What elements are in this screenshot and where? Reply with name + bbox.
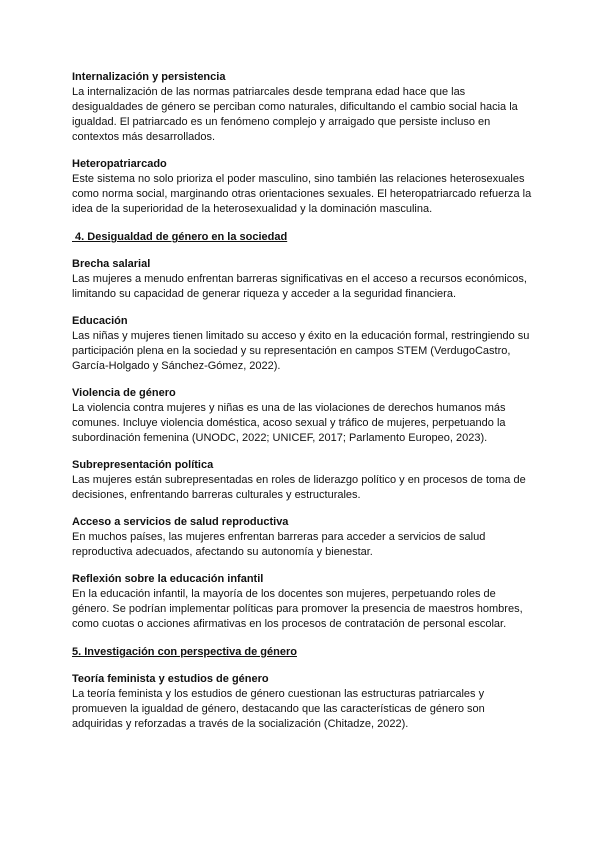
subsection-paragraph: En muchos países, las mujeres enfrentan barreras para acceder a servicios de salud reproductiva adecuados, afectando su autonomía y bienestar. bbox=[72, 531, 486, 558]
subsection-salud-reproductiva bbox=[72, 515, 532, 560]
subsection-heading: Brecha salarial bbox=[72, 258, 151, 270]
subsection-subrepresentacion bbox=[72, 458, 532, 503]
subsection-paragraph: En la educación infantil, la mayoría de los docentes son mujeres, perpetuando roles de género. Se podrían implementar políticas para promover la presencia de maestros hombres, como cuotas o acciones afirmativas en los procesos de contratación de personal escolar. bbox=[72, 588, 523, 630]
subsection-heading: Teoría feminista y estudios de género bbox=[72, 673, 269, 685]
section-5 bbox=[72, 645, 532, 660]
subsection-heading: Acceso a servicios de salud reproductiva bbox=[72, 516, 289, 528]
subsection-internalizacion bbox=[72, 70, 532, 145]
subsection-paragraph: Las mujeres están subrepresentadas en roles de liderazgo político y en procesos de toma de decisiones, enfrentando barreras culturales y estructurales. bbox=[72, 474, 526, 501]
subsection-paragraph: Las niñas y mujeres tienen limitado su acceso y éxito en la educación formal, restringiendo su participación plena en la sociedad y su representación en campos STEM (VerdugoCastro, García-Holgado y Sánchez-Gómez, 2022). bbox=[72, 330, 530, 372]
subsection-paragraph: La internalización de las normas patriarcales desde temprana edad hace que las desigualdades de género se perciban como naturales, dificultando el cambio social hacia la igualdad. El patriarcado es un fenómeno complejo y arraigado que persiste incluso en contextos más desarrollados. bbox=[72, 86, 518, 143]
subsection-heading: Violencia de género bbox=[72, 387, 176, 399]
subsection-paragraph: La violencia contra mujeres y niñas es una de las violaciones de derechos humanos más comunes. Incluye violencia doméstica, acoso sexual y tráfico de mujeres, perpetuando la subordinación femenina (UNODC, 2022; UNICEF, 2017; Parlamento Europeo, 2023). bbox=[72, 402, 506, 444]
subsection-educacion bbox=[72, 314, 532, 374]
section-heading: 4. Desigualdad de género en la sociedad bbox=[72, 231, 288, 243]
subsection-heteropatriarcado bbox=[72, 157, 532, 217]
subsection-heading: Educación bbox=[72, 315, 128, 327]
subsection-paragraph: La teoría feminista y los estudios de género cuestionan las estructuras patriarcales y promueven la igualdad de género, destacando que las características de género son adquiridas y reforzadas a través de la socialización (Chitadze, 2022). bbox=[72, 688, 485, 730]
subsection-heading: Subrepresentación política bbox=[72, 459, 214, 471]
section-4 bbox=[72, 230, 532, 245]
subsection-paragraph: Este sistema no solo prioriza el poder masculino, sino también las relaciones heterosexuales como norma social, marginando otras orientaciones sexuales. El heteropatriarcado refuerza la idea de la superioridad de la heterosexualidad y la dominación masculina. bbox=[72, 173, 532, 215]
subsection-brecha-salarial bbox=[72, 257, 532, 302]
subsection-heading: Internalización y persistencia bbox=[72, 71, 226, 83]
subsection-reflexion bbox=[72, 572, 532, 632]
document-body bbox=[72, 70, 532, 744]
subsection-paragraph: Las mujeres a menudo enfrentan barreras significativas en el acceso a recursos económicos, limitando su capacidad de generar riqueza y acceder a la seguridad financiera. bbox=[72, 273, 527, 300]
subsection-heading: Heteropatriarcado bbox=[72, 158, 167, 170]
subsection-heading: Reflexión sobre la educación infantil bbox=[72, 573, 264, 585]
section-heading: 5. Investigación con perspectiva de género bbox=[72, 646, 297, 658]
subsection-teoria-feminista bbox=[72, 672, 532, 732]
subsection-violencia bbox=[72, 386, 532, 446]
